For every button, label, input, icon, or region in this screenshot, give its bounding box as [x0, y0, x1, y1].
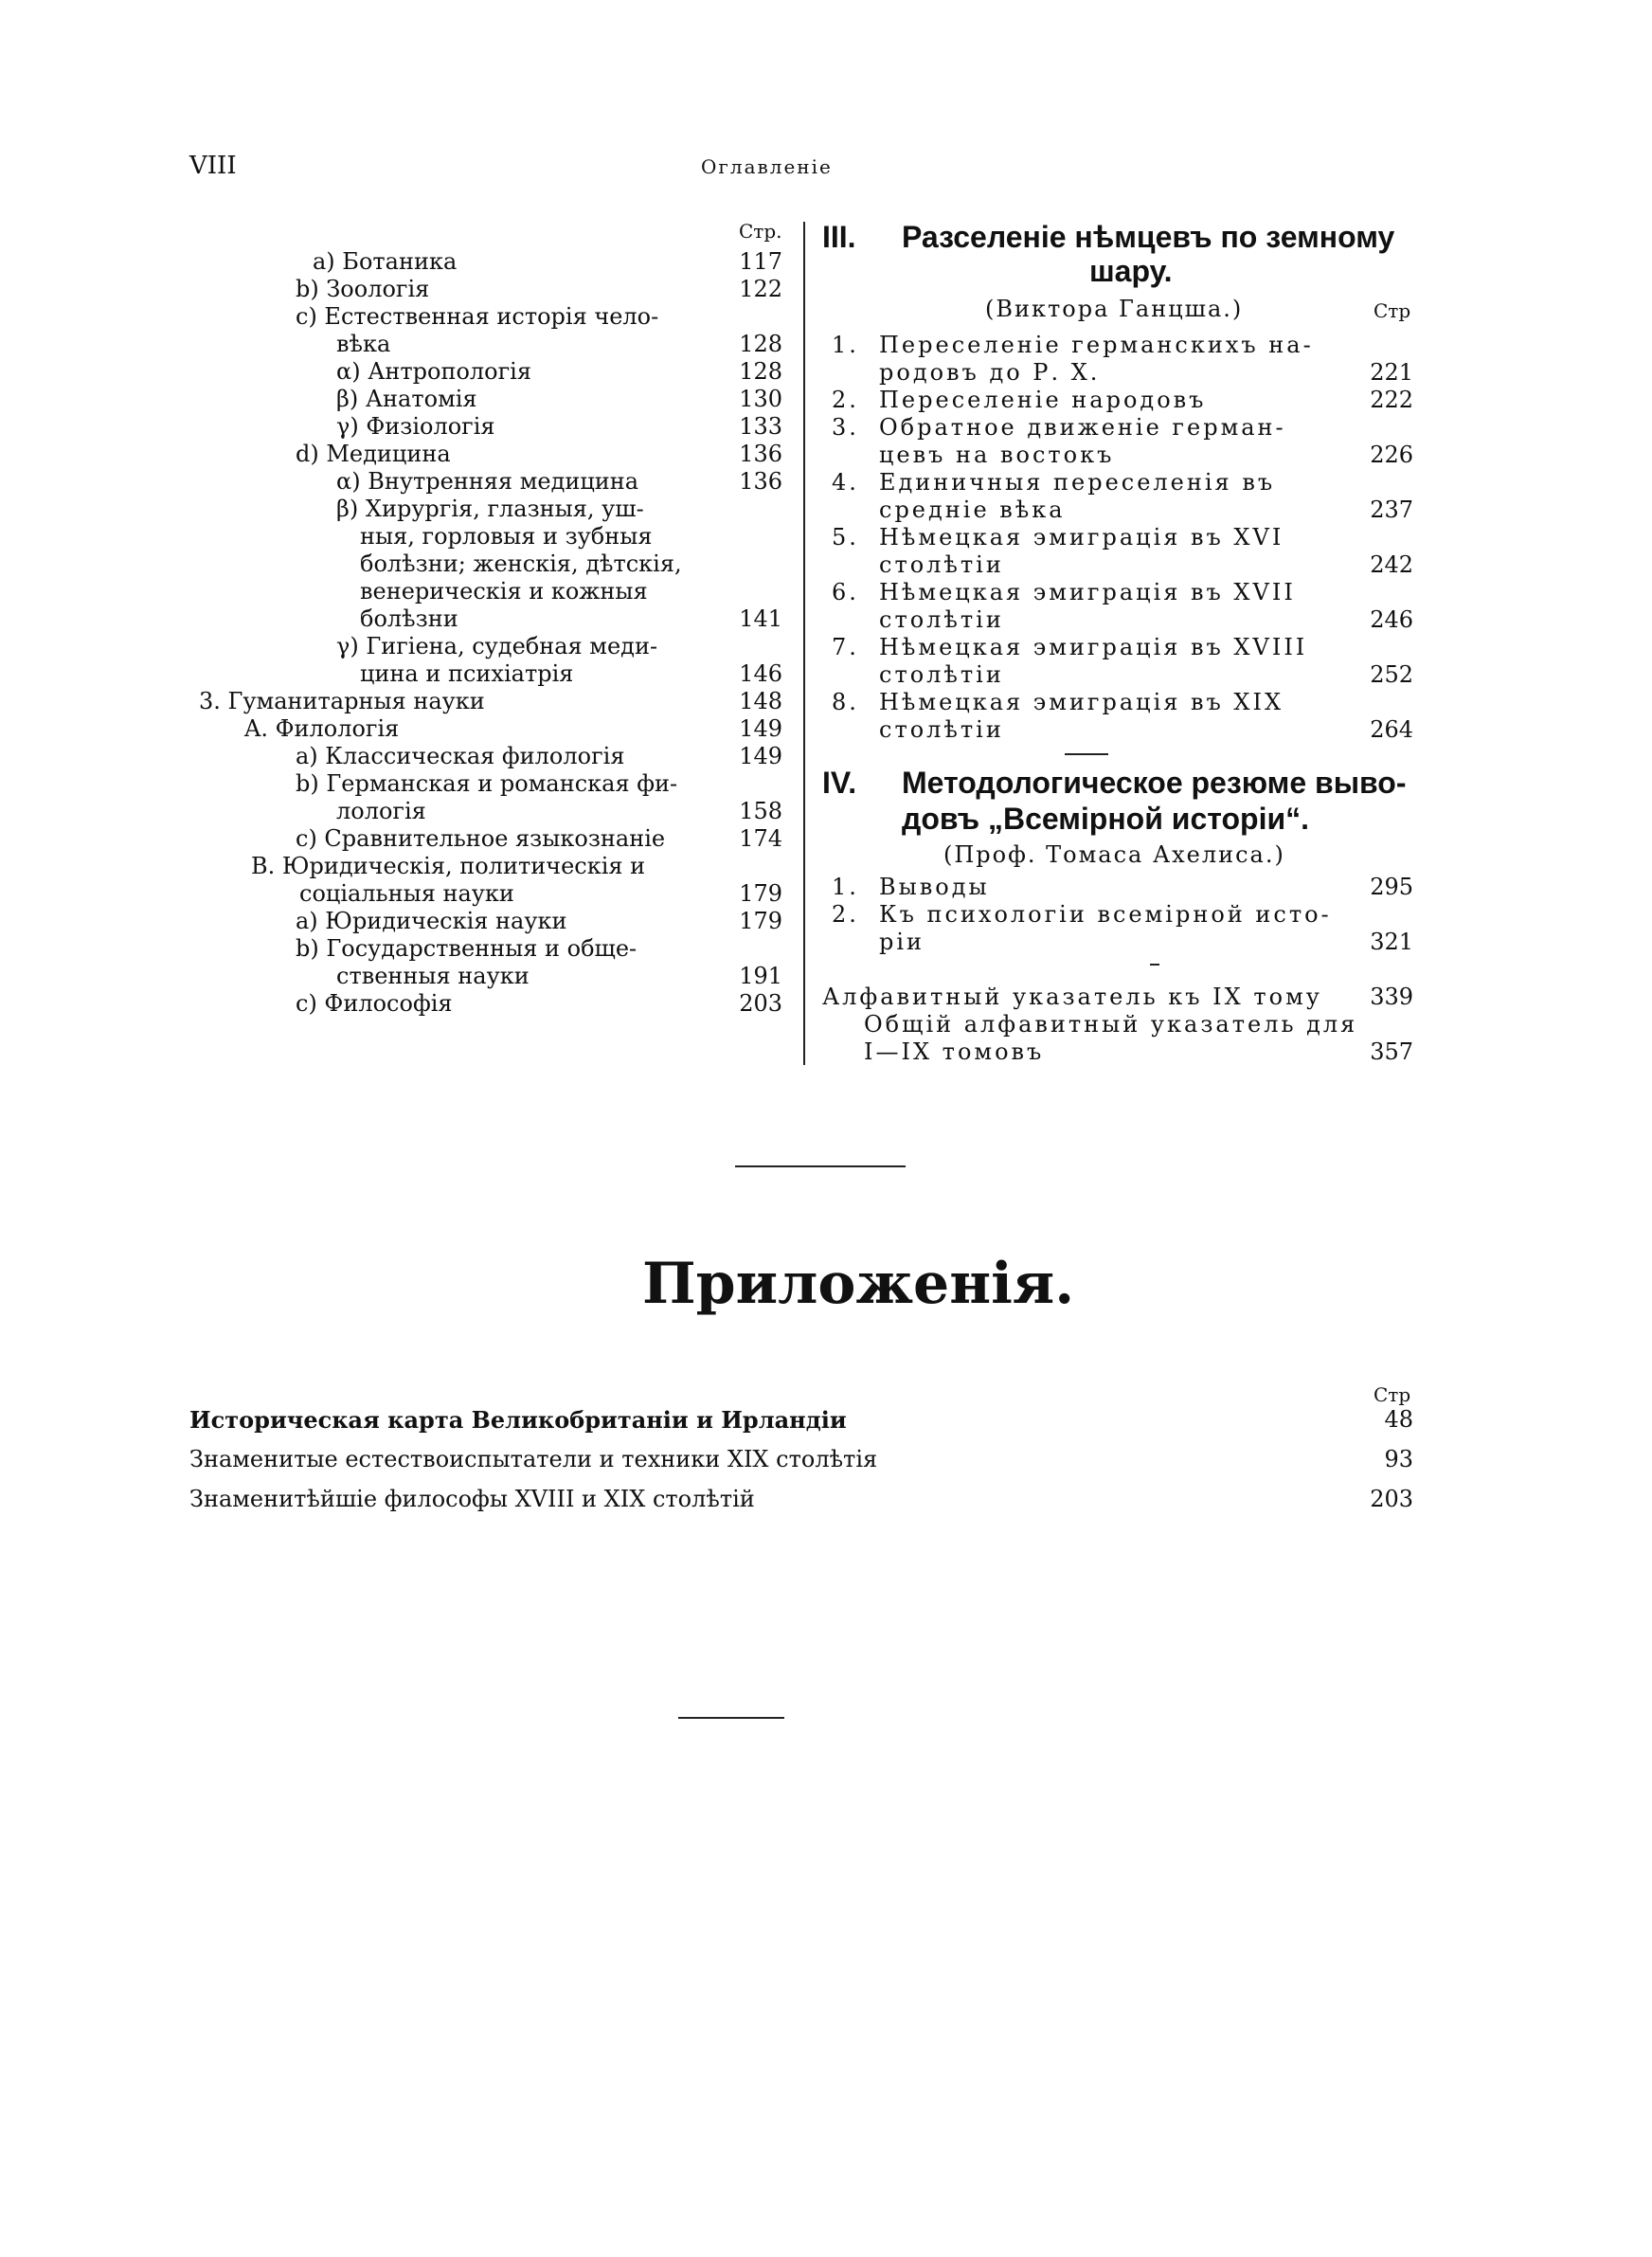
toc-entry-text: а) Юридическія науки [296, 908, 567, 934]
toc-entry-text: c) Сравнительное языкознаніе [296, 825, 666, 852]
toc-entry-text: Выводы [879, 874, 990, 900]
toc-entry-text: вѣка [336, 331, 391, 357]
toc-entry-page: 141 [739, 605, 782, 632]
toc-entry-page: 136 [739, 468, 782, 495]
toc-entry-number: 6. [832, 579, 859, 605]
appendix-item-text: Историческая карта Великобританіи и Ирландіи [189, 1406, 847, 1434]
toc-entry-number: 3. [832, 414, 859, 441]
toc-entry-text: α) Антропологія [336, 358, 531, 385]
toc-entry-page: 136 [739, 441, 782, 467]
toc-entry-text: Переселеніе народовъ [879, 387, 1207, 413]
section4-author: (Проф. Томаса Ахелиса.) [943, 841, 1285, 868]
toc-entry-number: 5. [832, 524, 859, 551]
appendix-item-text: Знаменитые естествоиспытатели и техники XIX столѣтія [189, 1446, 878, 1472]
toc-entry-page: 226 [1370, 442, 1413, 468]
toc-entry-text: Нѣмецкая эмиграція въ XIX [879, 689, 1284, 715]
toc-entry-text: I—IX томовъ [864, 1038, 1045, 1065]
toc-entry-number: 2. [832, 387, 859, 413]
toc-entry-text: цина и психіатрія [360, 660, 574, 687]
toc-entry-text: Нѣмецкая эмиграція въ XVI [879, 524, 1284, 551]
toc-entry-page: 321 [1370, 929, 1413, 955]
section-separator [1065, 753, 1108, 755]
toc-entry-page: 339 [1370, 984, 1413, 1010]
toc-entry-text: b) Зоологія [296, 276, 430, 302]
toc-entry-text: Къ психологіи всемірной исто- [879, 901, 1332, 928]
toc-entry-number: 2. [832, 901, 859, 928]
toc-entry-text: β) Анатомія [336, 386, 477, 412]
running-title: Оглавленіе [701, 155, 833, 178]
toc-entry-text: b) Германская и романская фи- [296, 770, 678, 797]
toc-entry-text: c) Философія [296, 990, 453, 1017]
toc-entry-text: родовъ до Р. Х. [879, 359, 1101, 386]
toc-entry-text: соціальныя науки [299, 880, 514, 907]
toc-entry-page: 117 [739, 248, 782, 275]
toc-entry-page: 128 [739, 358, 782, 385]
toc-entry-text: γ) Гигіена, судебная меди- [336, 633, 658, 659]
index-separator [1150, 964, 1159, 966]
section3-title: Разселеніе нѣмцевъ по земному [902, 220, 1395, 254]
toc-entry-page: 128 [739, 331, 782, 357]
toc-entry-text: столѣтіи [879, 661, 1004, 688]
toc-entry-page: 222 [1370, 387, 1413, 413]
toc-entry-page: 149 [739, 715, 782, 742]
toc-entry-text: γ) Физіологія [336, 413, 495, 440]
appendix-item-text: Знаменитѣйшіе философы XVIII и XIX столѣтій [189, 1486, 755, 1512]
toc-entry-page: 130 [739, 386, 782, 412]
toc-entry-text: болѣзни; женскія, дѣтскія, [360, 551, 682, 577]
toc-entry-text: ныя, горловыя и зубныя [360, 523, 653, 550]
section4-title: Методологическое резюме выво- [902, 766, 1407, 800]
toc-entry-text: Обратное движеніе герман- [879, 414, 1286, 441]
toc-entry-page: 237 [1370, 497, 1413, 523]
toc-entry-text: Нѣмецкая эмиграція въ XVIII [879, 634, 1308, 660]
toc-entry-text: цевъ на востокъ [879, 442, 1115, 468]
toc-entry-page: 357 [1370, 1038, 1413, 1065]
appendix-page-label: Стр [1374, 1383, 1411, 1406]
toc-entry-number: 7. [832, 634, 859, 660]
toc-entry-text: d) Медицина [296, 441, 451, 467]
toc-entry-text: столѣтіи [879, 606, 1004, 633]
toc-entry-page: 264 [1370, 716, 1413, 743]
toc-entry-page: 242 [1370, 551, 1413, 578]
toc-entry-page: 158 [739, 798, 782, 824]
toc-entry-page: 191 [739, 963, 782, 989]
toc-entry-page: 133 [739, 413, 782, 440]
left-page-label: Стр. [739, 220, 782, 243]
toc-entry-page: 221 [1370, 359, 1413, 386]
toc-entry-text: A. Филологія [244, 715, 400, 742]
toc-entry-text: B. Юридическія, политическія и [251, 853, 646, 879]
toc-entry-text: α) Внутренняя медицина [336, 468, 639, 495]
toc-entry-text: ріи [879, 929, 925, 955]
appendix-item-page: 48 [1384, 1406, 1413, 1433]
toc-entry-page: 148 [739, 688, 782, 714]
toc-entry-text: ственныя науки [336, 963, 530, 989]
page-number: VIII [189, 152, 237, 180]
toc-entry-text: венерическія и кожныя [360, 578, 648, 605]
toc-entry-page: 179 [739, 908, 782, 934]
toc-entry-page: 179 [739, 880, 782, 907]
toc-entry-text: Единичныя переселенія въ [879, 469, 1276, 496]
toc-entry-page: 295 [1370, 874, 1413, 900]
toc-entry-number: 1. [832, 332, 859, 358]
toc-entry-text: Переселеніе германскихъ на- [879, 332, 1314, 358]
toc-entry-text: болѣзни [360, 605, 458, 632]
toc-entry-text: столѣтіи [879, 716, 1004, 743]
toc-entry-text: c) Естественная исторія чело- [296, 303, 659, 330]
toc-entry-text: Алфавитный указатель къ IX тому [822, 984, 1322, 1010]
appendix-title: Приложенія. [642, 1251, 1075, 1317]
section3-title-cont: шару. [1089, 254, 1173, 288]
toc-entry-text: столѣтіи [879, 551, 1004, 578]
toc-entry-page: 149 [739, 743, 782, 769]
appendix-separator [735, 1165, 906, 1167]
toc-entry-number: 4. [832, 469, 859, 496]
toc-entry-page: 122 [739, 276, 782, 302]
toc-entry-text: а) Классическая филологія [296, 743, 625, 769]
appendix-item-page: 93 [1384, 1446, 1413, 1472]
toc-entry-text: β) Хирургія, глазныя, уш- [336, 496, 644, 522]
toc-entry-page: 174 [739, 825, 782, 852]
toc-entry-text: Нѣмецкая эмиграція въ XVII [879, 579, 1296, 605]
toc-entry-page: 146 [739, 660, 782, 687]
toc-entry-text: лологія [336, 798, 426, 824]
section3-numeral: III. [822, 220, 856, 254]
bottom-rule [678, 1717, 784, 1719]
section3-author: (Виктора Ганцша.) [985, 296, 1244, 322]
section3-page-label: Стр [1374, 299, 1411, 322]
section4-numeral: IV. [822, 766, 857, 800]
toc-entry-page: 203 [739, 990, 782, 1017]
column-divider [803, 222, 805, 1065]
section4-title-cont: довъ „Всемірной исторіи“. [902, 802, 1310, 836]
toc-entry-page: 252 [1370, 661, 1413, 688]
appendix-item-page: 203 [1370, 1486, 1413, 1512]
toc-entry-text: а) Ботаника [313, 248, 458, 275]
toc-entry-page: 246 [1370, 606, 1413, 633]
toc-entry-text: b) Государственныя и обще- [296, 935, 637, 962]
toc-entry-text: средніе вѣка [879, 497, 1066, 523]
toc-entry-text: 3. Гуманитарныя науки [199, 688, 485, 714]
toc-entry-number: 8. [832, 689, 859, 715]
toc-entry-number: 1. [832, 874, 859, 900]
toc-entry-text: Общій алфавитный указатель для [864, 1011, 1358, 1038]
